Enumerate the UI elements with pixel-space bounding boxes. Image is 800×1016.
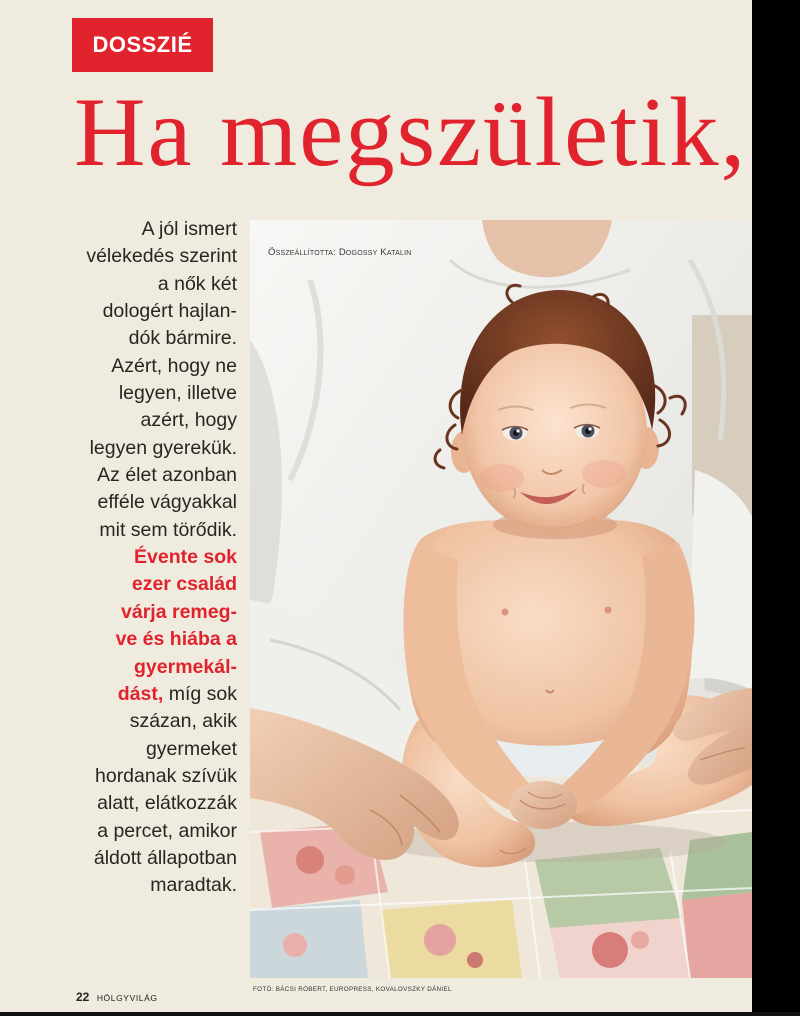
section-tag xyxy=(72,18,213,72)
text-line: azért, hogy xyxy=(140,409,237,432)
highlight-line: várja remeg- xyxy=(121,600,237,623)
text-line: áldott állapotban xyxy=(93,846,237,869)
text-line: Azért, hogy ne xyxy=(111,354,237,377)
text-line: a percet, amikor xyxy=(97,819,237,842)
text-line: legyen gyerekük. xyxy=(89,436,237,459)
highlight-line: Évente sok xyxy=(134,546,237,569)
text-line: Az élet azonban xyxy=(97,464,237,487)
baby-hands xyxy=(509,781,577,829)
compiled-by-caption: Összeállította: Dogossy Katalin xyxy=(268,247,412,258)
text-line: dók bármire. xyxy=(128,327,237,350)
photo-credit: FOTÓ: BÁCSI RÓBERT, EUROPRESS, KOVALOVSZKY DÁNIEL xyxy=(253,986,452,993)
page-footer xyxy=(76,990,158,1004)
baby-photo-illustration xyxy=(250,220,752,978)
text-line: legyen, illetve xyxy=(118,382,237,405)
text-continuation: míg sok xyxy=(163,682,237,705)
highlight-line: ve és hiába a xyxy=(115,628,237,651)
baby-photo xyxy=(250,220,752,978)
section-tag-label: DOSSZIÉ xyxy=(92,32,193,57)
text-line: alatt, elátkozzák xyxy=(97,792,237,815)
text-line: dologért hajlan- xyxy=(102,300,237,323)
highlight-end: dást, xyxy=(117,682,164,705)
headline: Ha megszületik, xyxy=(74,78,748,187)
text-line: A jól ismert xyxy=(141,218,237,240)
scan-edge-right xyxy=(752,0,800,1016)
highlight-line: ezer család xyxy=(131,573,237,596)
scan-edge-bottom xyxy=(0,1012,800,1016)
text-line: mit sem törődik. xyxy=(99,518,237,541)
text-line: százan, akik xyxy=(129,710,237,733)
mixed-line xyxy=(30,681,237,708)
text-line: maradtak. xyxy=(150,874,237,897)
text-line: a nők két xyxy=(157,272,237,295)
page-number: 22 xyxy=(76,990,90,1004)
text-line: hordanak szívük xyxy=(95,764,237,787)
intro-text xyxy=(30,216,237,900)
text-line: vélekedés szerint xyxy=(86,245,237,268)
magazine-name: HÖLGYVILÁG xyxy=(96,993,158,1003)
highlight-line: gyermekál- xyxy=(134,655,237,678)
text-line: gyermeket xyxy=(145,737,237,760)
text-line: efféle vágyakkal xyxy=(97,491,237,514)
